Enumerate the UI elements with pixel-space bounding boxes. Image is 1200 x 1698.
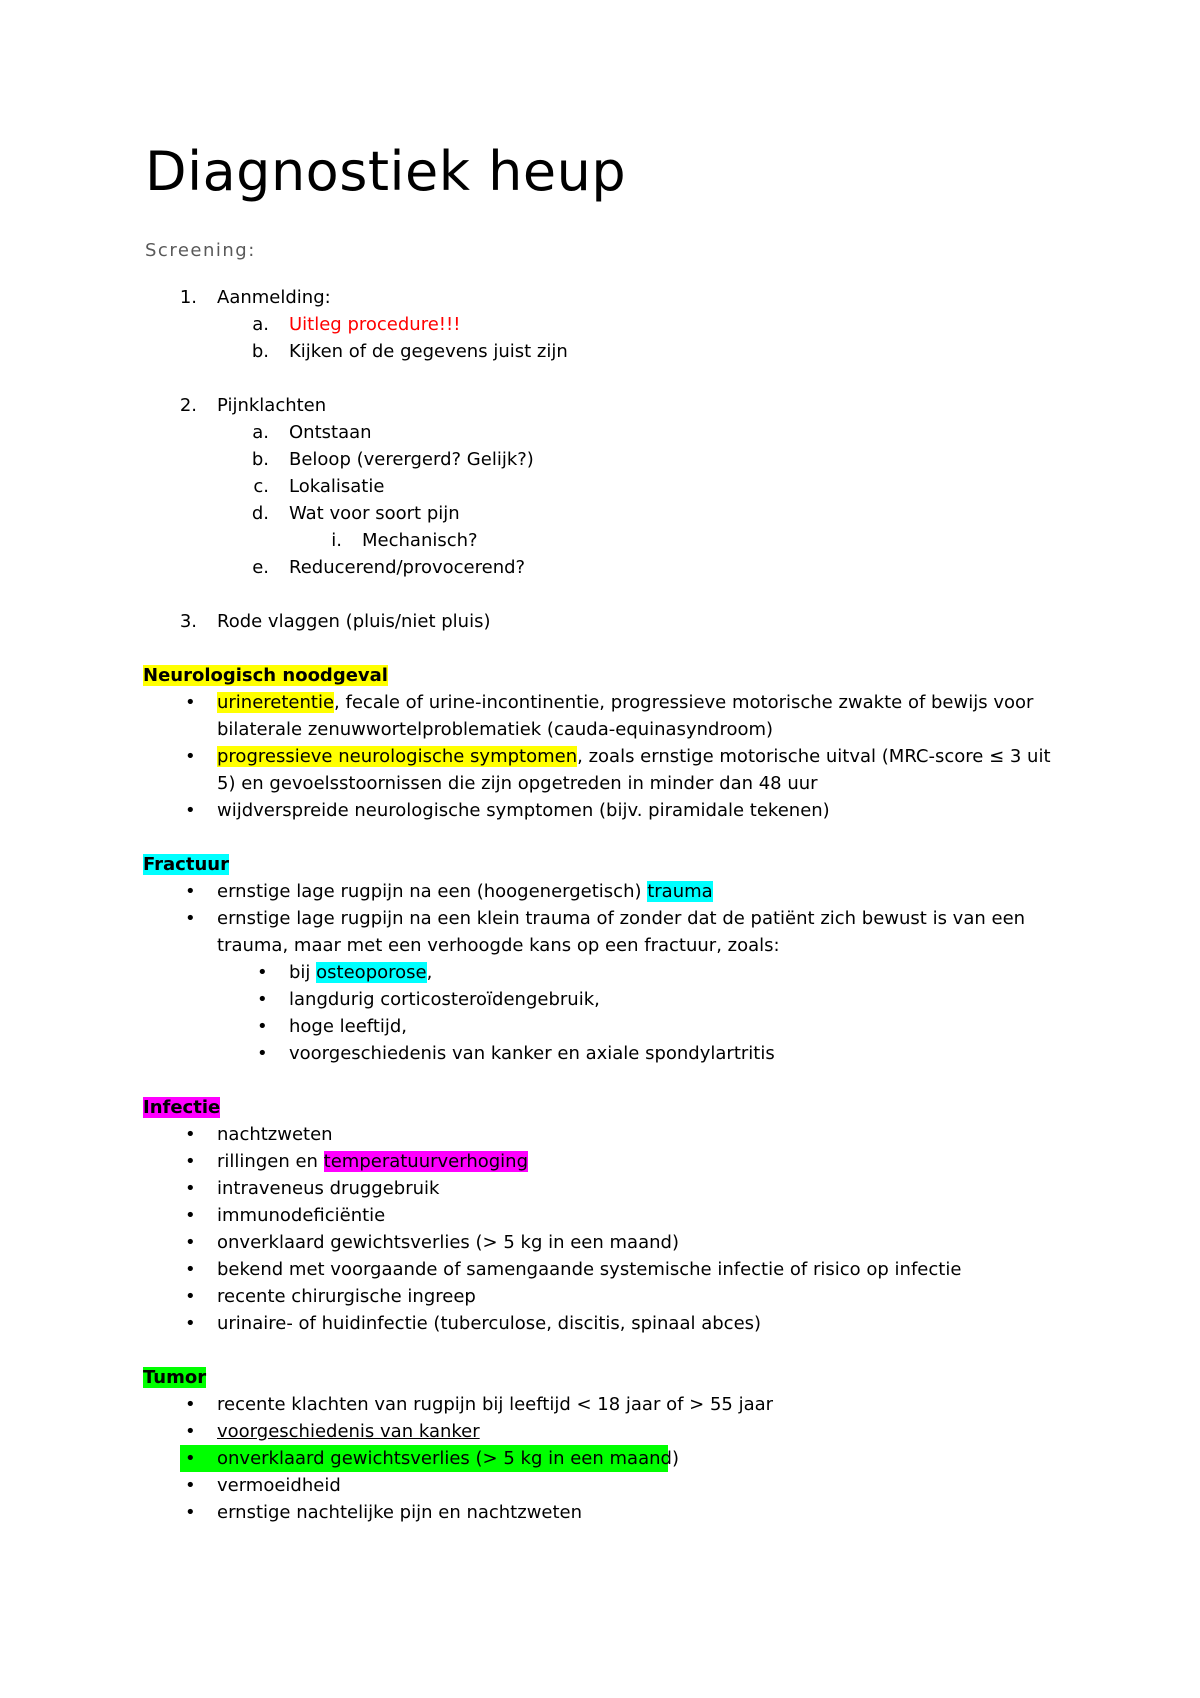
list-item-aanmelding: Aanmelding: (217, 287, 331, 308)
infectie-item-1: nachtzweten (217, 1124, 333, 1145)
sub-item-gegevens: Kijken of de gegevens juist zijn (289, 341, 568, 362)
bullet: • (185, 1421, 196, 1442)
infectie-item-3: intraveneus druggebruik (217, 1178, 440, 1199)
bullet: • (185, 1205, 196, 1226)
list-letter: b. (251, 449, 269, 470)
sub-item: Wat voor soort pijn (289, 503, 460, 524)
list-item-pijnklachten: Pijnklachten (217, 395, 327, 416)
list-letter: b. (251, 341, 269, 362)
bullet: • (185, 1313, 196, 1334)
list-number: 1. (179, 287, 197, 308)
neuro-item-3: wijdverspreide neurologische symptomen (bijv. piramidale tekenen) (217, 800, 830, 821)
tumor-item-1: recente klachten van rugpijn bij leeftijd < 18 jaar of > 55 jaar (217, 1394, 774, 1415)
neuro-item-2-cont: 5) en gevoelsstoornissen die zijn opgetreden in minder dan 48 uur (217, 773, 818, 794)
sub-sub-item: Mechanisch? (362, 530, 478, 551)
tumor-item-4: vermoeidheid (217, 1475, 341, 1496)
bullet: • (185, 1259, 196, 1280)
infectie-item-6: bekend met voorgaande of samengaande systemische infectie of risico op infectie (217, 1259, 962, 1280)
fractuur-item-2: ernstige lage rugpijn na een klein trauma of zonder dat de patiënt zich bewust is van een (217, 908, 1026, 929)
bullet: • (185, 1151, 196, 1172)
bullet: • (185, 1178, 196, 1199)
neuro-item-1: urineretentie, fecale of urine-incontinentie, progressieve motorische zwakte of bewijs voor (217, 692, 1034, 713)
infectie-item-2: rillingen en temperatuurverhoging (217, 1151, 529, 1172)
sub-item: Ontstaan (289, 422, 372, 443)
sub-item: Beloop (verergerd? Gelijk?) (289, 449, 534, 470)
bullet: • (257, 989, 268, 1010)
list-item-rode-vlaggen: Rode vlaggen (pluis/niet pluis) (217, 611, 491, 632)
list-number: 3. (179, 611, 197, 632)
fractuur-sub-item-3: hoge leeftijd, (289, 1016, 408, 1037)
tumor-item-2: voorgeschiedenis van kanker (217, 1421, 480, 1442)
list-letter: e. (252, 557, 269, 578)
sub-item: Reducerend/provocerend? (289, 557, 526, 578)
subtitle-screening: Screening: (145, 240, 256, 261)
section-heading-tumor: Tumor (143, 1367, 207, 1388)
infectie-item-5: onverklaard gewichtsverlies (> 5 kg in een maand) (217, 1232, 679, 1253)
section-heading-neuro: Neurologisch noodgeval (143, 665, 388, 686)
bullet: • (185, 800, 196, 821)
bullet: • (185, 908, 196, 929)
bullet: • (257, 1016, 268, 1037)
list-letter: d. (251, 503, 269, 524)
bullet: • (257, 1043, 268, 1064)
tumor-item-3: onverklaard gewichtsverlies (> 5 kg in een maand) (217, 1448, 679, 1469)
bullet: • (185, 1124, 196, 1145)
sub-item-uitleg: Uitleg procedure!!! (289, 314, 461, 335)
fractuur-sub-item-2: langdurig corticosteroïdengebruik, (289, 989, 600, 1010)
list-letter: a. (252, 314, 269, 335)
bullet: • (185, 692, 196, 713)
bullet: • (185, 1475, 196, 1496)
fractuur-item-1: ernstige lage rugpijn na een (hoogenergetisch) trauma (217, 881, 713, 902)
bullet: • (185, 1394, 196, 1415)
section-heading-infectie: Infectie (143, 1097, 221, 1118)
section-heading-fractuur: Fractuur (143, 854, 229, 875)
bullet: • (185, 1502, 196, 1523)
list-letter: a. (252, 422, 269, 443)
document-title: Diagnostiek heup (145, 140, 627, 203)
fractuur-item-2-cont: trauma, maar met een verhoogde kans op een fractuur, zoals: (217, 935, 780, 956)
infectie-item-7: recente chirurgische ingreep (217, 1286, 476, 1307)
list-number: 2. (179, 395, 197, 416)
bullet: • (185, 1286, 196, 1307)
list-roman: i. (331, 530, 342, 551)
tumor-item-5: ernstige nachtelijke pijn en nachtzweten (217, 1502, 583, 1523)
bullet: • (185, 881, 196, 902)
neuro-item-2: progressieve neurologische symptomen, zoals ernstige motorische uitval (MRC-score ≤ 3 uit (217, 746, 1051, 767)
fractuur-sub-item-4: voorgeschiedenis van kanker en axiale spondylartritis (289, 1043, 775, 1064)
bullet: • (185, 1232, 196, 1253)
bullet: • (185, 746, 196, 767)
infectie-item-4: immunodeficiëntie (217, 1205, 386, 1226)
fractuur-sub-item-1: bij osteoporose, (289, 962, 433, 983)
sub-item: Lokalisatie (289, 476, 385, 497)
bullet: • (185, 1448, 196, 1469)
infectie-item-8: urinaire- of huidinfectie (tuberculose, discitis, spinaal abces) (217, 1313, 762, 1334)
neuro-item-1-cont: bilaterale zenuwwortelproblematiek (cauda-equinasyndroom) (217, 719, 774, 740)
list-letter: c. (253, 476, 269, 497)
bullet: • (257, 962, 268, 983)
